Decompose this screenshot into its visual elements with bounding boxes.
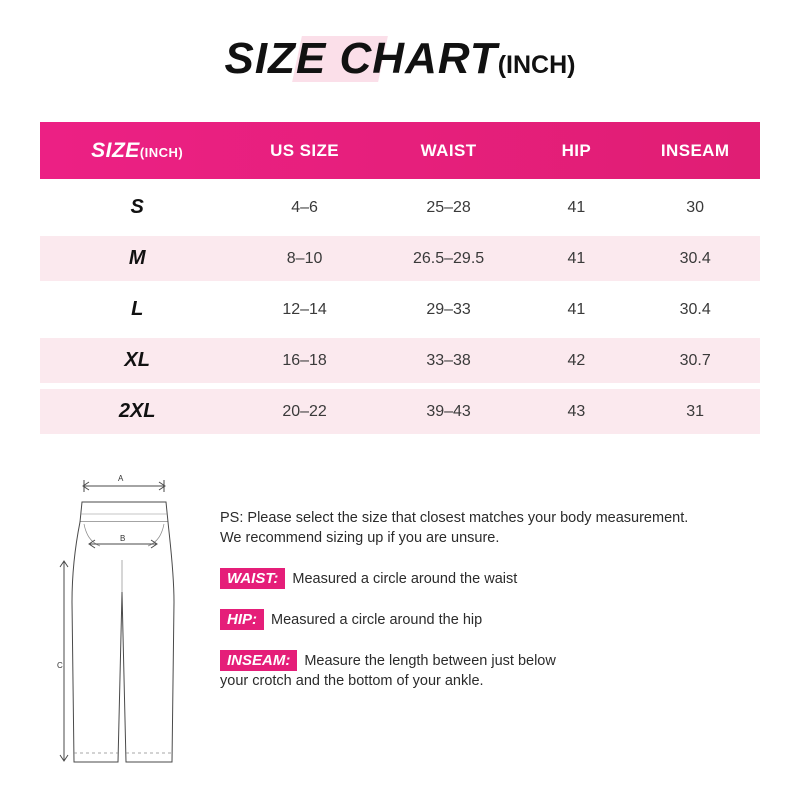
table-row [40, 389, 760, 434]
hip-description: Measured a circle around the hip [271, 612, 483, 628]
pants-diagram [56, 472, 206, 782]
definition-inseam [220, 650, 768, 691]
notes-block [220, 508, 768, 691]
table-header-size-label: SIZE [91, 138, 140, 162]
table-row [40, 236, 760, 281]
cell-size: M [128, 247, 146, 269]
cell-size: S [130, 196, 144, 218]
title-inner [225, 34, 576, 84]
title-main-text: SIZE CHART [224, 34, 498, 83]
table-header-inseam: INSEAM [660, 140, 730, 160]
ps-note-line2: We recommend sizing up if you are unsure. [220, 530, 500, 546]
page-title [0, 0, 800, 100]
inseam-description: Measure the length between just below [304, 653, 556, 669]
ps-note-line1: PS: Please select the size that closest matches your body measurement. [220, 510, 689, 526]
cell-size: XL [124, 349, 150, 371]
cell-us-size: 8–10 [286, 249, 323, 267]
table-row [40, 185, 760, 230]
cell-waist: 25–28 [426, 198, 471, 216]
definition-waist [220, 568, 768, 589]
cell-hip: 41 [567, 300, 586, 318]
lower-section [0, 462, 800, 800]
table-header-us-size: US SIZE [270, 140, 340, 160]
cell-hip: 42 [567, 351, 586, 369]
table-row [40, 338, 760, 383]
waist-description: Measured a circle around the waist [292, 571, 518, 587]
hip-tag: HIP: [220, 609, 264, 630]
diagram-label-a: A [118, 474, 124, 483]
table-row [40, 287, 760, 332]
inseam-description-line2: your crotch and the bottom of your ankle. [220, 673, 484, 689]
cell-waist: 26.5–29.5 [412, 249, 485, 267]
size-table [40, 122, 760, 434]
waist-tag: WAIST: [220, 568, 285, 589]
table-header-row [40, 122, 760, 179]
cell-waist: 39–43 [426, 402, 471, 420]
cell-us-size: 16–18 [282, 351, 327, 369]
cell-inseam: 30.4 [679, 300, 711, 318]
diagram-label-b: B [120, 534, 126, 543]
definition-hip [220, 609, 768, 630]
title-unit-text: (INCH) [497, 51, 576, 79]
cell-inseam: 30.4 [679, 249, 711, 267]
cell-inseam: 31 [686, 402, 705, 420]
table-header-size-unit: (INCH) [139, 144, 184, 160]
cell-hip: 41 [567, 198, 586, 216]
cell-size: L [131, 298, 144, 320]
cell-waist: 29–33 [426, 300, 471, 318]
ps-note [220, 508, 768, 548]
table-header-waist: WAIST [420, 140, 477, 160]
cell-inseam: 30 [686, 198, 705, 216]
cell-inseam: 30.7 [679, 351, 711, 369]
cell-us-size: 20–22 [282, 402, 327, 420]
diagram-label-c: C [57, 661, 63, 670]
table-header-size [40, 139, 234, 163]
cell-us-size: 12–14 [282, 300, 327, 318]
cell-us-size: 4–6 [291, 198, 318, 216]
cell-size: 2XL [118, 400, 156, 422]
cell-hip: 43 [567, 402, 586, 420]
inseam-tag: INSEAM: [220, 650, 297, 671]
table-header-hip: HIP [561, 140, 592, 160]
pants-diagram-svg [56, 472, 206, 782]
cell-waist: 33–38 [426, 351, 471, 369]
cell-hip: 41 [567, 249, 586, 267]
